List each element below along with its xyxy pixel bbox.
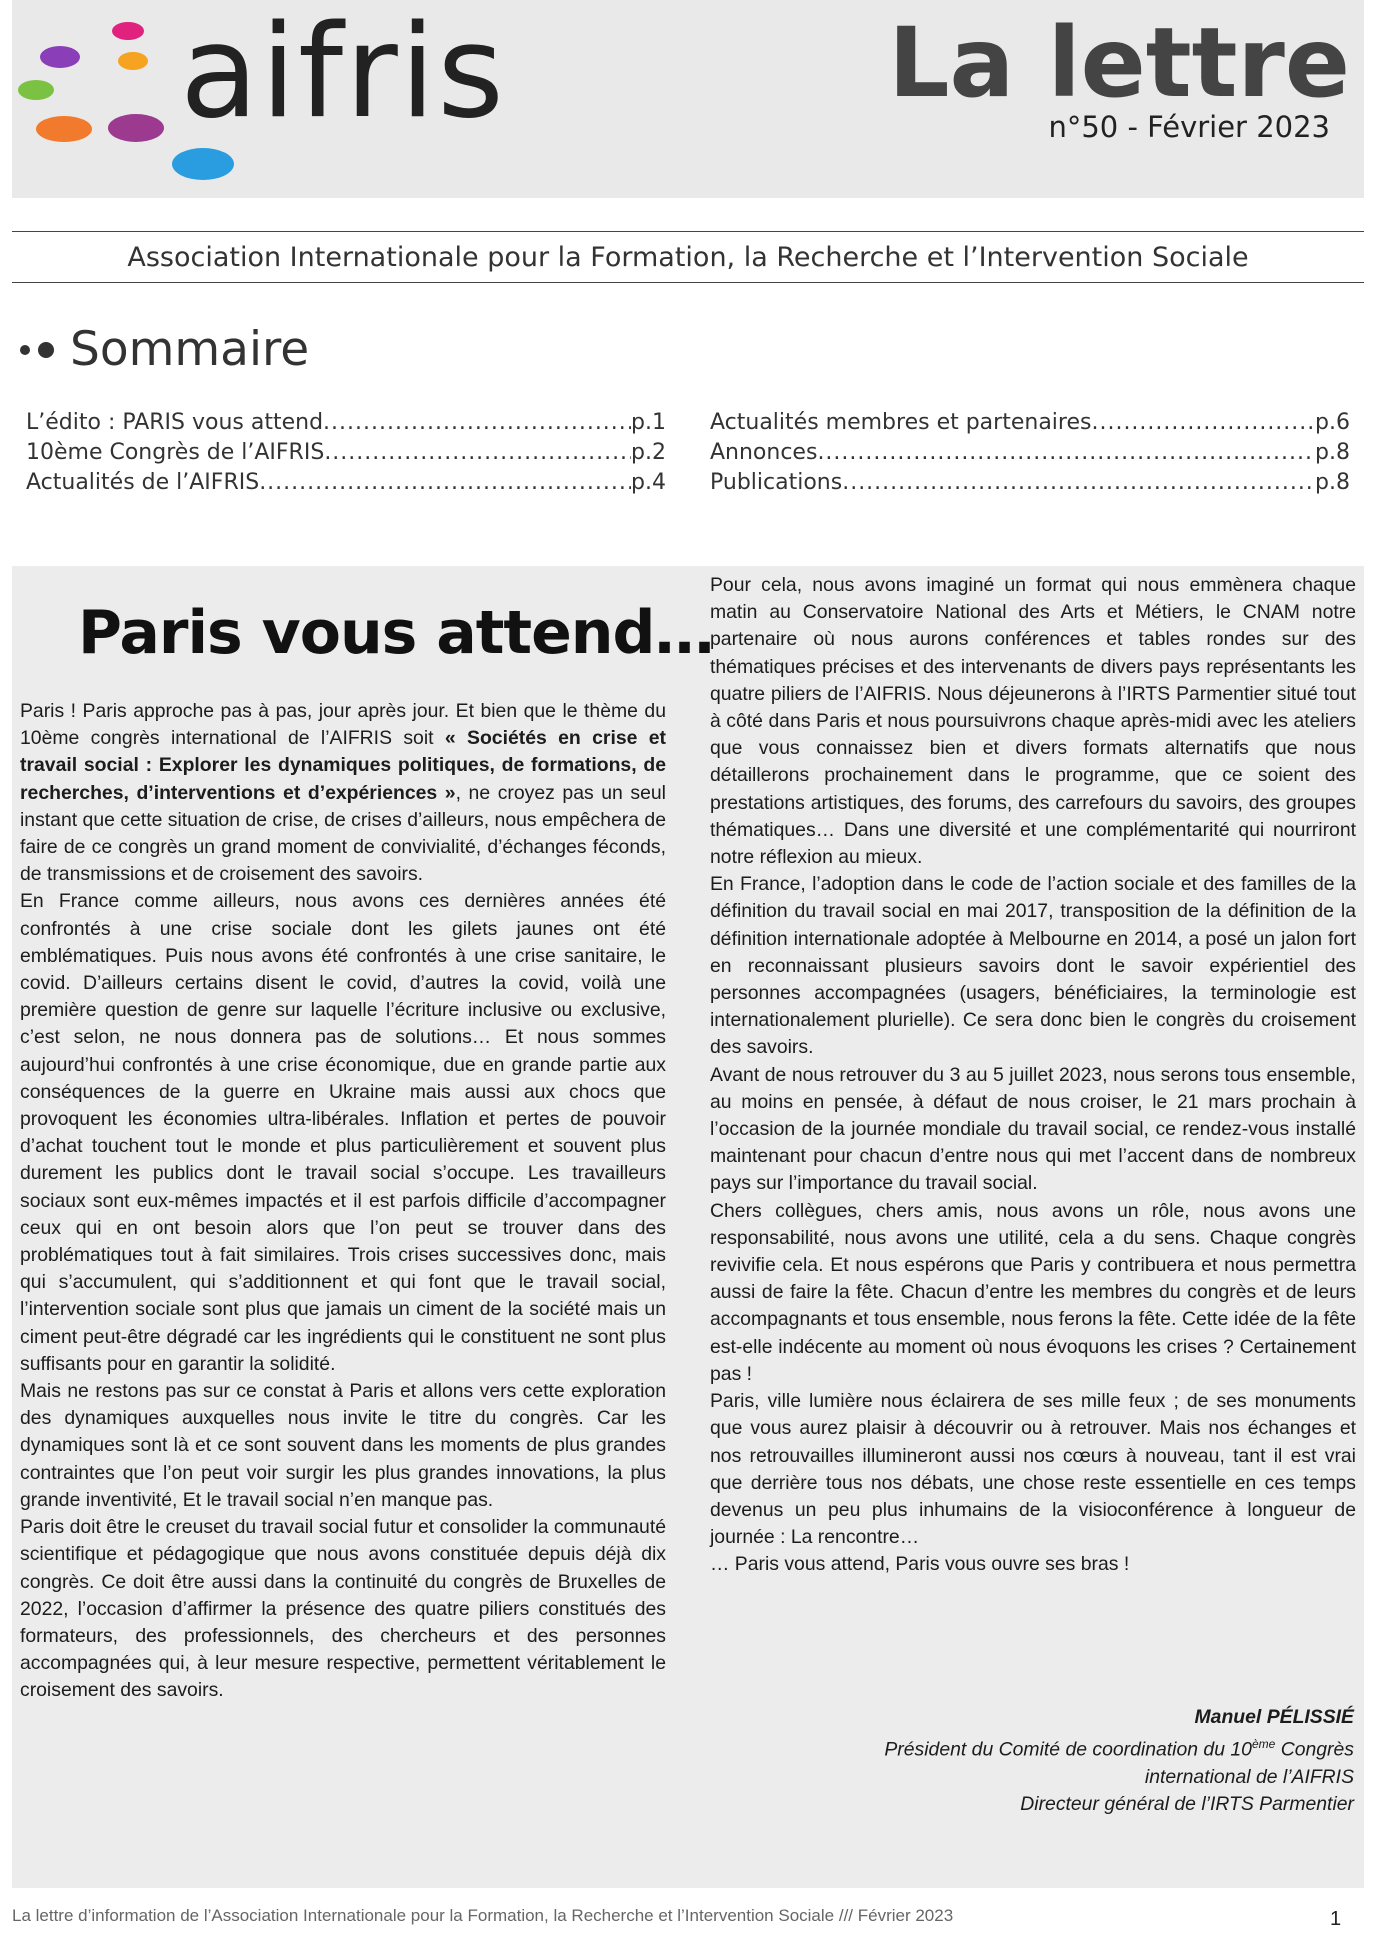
masthead: [12, 0, 1364, 198]
signature-role: international de l’AIFRIS: [1144, 1765, 1354, 1788]
toc-entry[interactable]: Actualités membres et partenaires ..... p.6: [710, 407, 1350, 437]
logo-dot-violet: [108, 114, 164, 142]
editorial-column-right: [710, 572, 1356, 1579]
signature-name: Manuel PÉLISSIÉ: [1194, 1706, 1354, 1728]
page-number: 1: [1330, 1908, 1342, 1930]
bullet-small-icon: [20, 345, 30, 355]
editorial-column-left: [20, 698, 666, 1705]
logo-dot-yellow: [118, 52, 148, 70]
paragraph: Mais ne restons pas sur ce constat à Paris et allons vers cette exploration des dynamiques auxquelles nous invite le titre du congrès. Car les dynamiques sont là et ce sont souvent dans les moments de plus grandes contraintes que l’on peut voir surgir les plus grandes innovations, la plus grande inventivité, Et le travail social n’en manque pas.: [20, 1380, 666, 1511]
paragraph: Avant de nous retrouver du 3 au 5 juillet 2023, nous serons tous ensemble, au moins en pensée, à défaut de nous croiser, le 21 mars prochain à l’occasion de la journée mondiale du travail social, ce rendez-vous installé maintenant pour chacun d’entre nous qui met l’accent dans de nombreux pays sur l’importance du travail social.: [710, 1063, 1356, 1195]
newsletter-title: La lettre: [888, 7, 1350, 119]
logo-dot-green: [18, 80, 54, 100]
aifris-logo: aifris: [180, 0, 506, 147]
paragraph: Paris doit être le creuset du travail social futur et consolider la communauté scientifique et pédagogique que nous avons constituée depuis déjà dix congrès. Ce doit être aussi dans la continuité du congrès de Bruxelles de 2022, l’occasion d’affirmer la présence des quatre piliers constitués des formateurs, des professionnels, des chercheurs et des personnes accompagnées qui, à leur mesure respective, permettent véritablement le croisement des savoirs.: [20, 1516, 666, 1702]
issue-number: n°50 - Février 2023: [1048, 110, 1330, 144]
sommaire-title: Sommaire: [70, 322, 310, 377]
paragraph: En France, l’adoption dans le code de l’action sociale et des familles de la définition du travail social en mai 2017, transposition de la définition de la définition internationale adoptée à Melbourne en 2014, a posé un jalon fort en reconnaissant plusieurs savoirs dont le savoir expérientiel des personnes accompagnées (usagers, bénéficiaires, la terminologie est internationalement plurielle). Ce sera donc bien le congrès du croisement des savoirs.: [710, 873, 1356, 1059]
paragraph: En France comme ailleurs, nous avons ces dernières années été confrontés à une crise sociale dont les gilets jaunes ont été emblématiques. Puis nous avons été confrontés à une crise sanitaire, le covid. D’ailleurs certains disent le covid, d’autres la covid, voilà une première question de genre sur laquelle l’écriture inclusive ou exclusive, c’est selon, ne nous donnera pas de solutions… Et nous sommes aujourd’hui confrontés à une crise économique, due en grande partie aux conséquences de la guerre en Ukraine mais aussi aux chocs que provoquent les économies ultra-libérales. Inflation et pertes de pouvoir d’achat touchent tout le monde et plus particulièrement et souvent plus durement les publics dont le travail social s’occupe. Les travailleurs sociaux sont eux-mêmes impactés et il est parfois difficile d’accompagner ceux qui en ont besoin alors que l’on peut se trouver dans des problématiques tout à fait similaires. Trois crises successives donc, mais qui s’accumulent, qui s’additionnent et qui font que le travail social, l’intervention sociale sont plus que jamais un ciment de la société mais un ciment peut-être dégradé car les ingrédients qui le constituent ne sont plus suffisants pour en garantir la solidité.: [20, 890, 666, 1375]
logo-dot-blue: [172, 148, 234, 180]
toc-entry[interactable]: L’édito : PARIS vous attend ..... p.1: [26, 407, 666, 437]
association-banner: Association Internationale pour la Formation, la Recherche et l’Intervention Sociale: [12, 231, 1364, 283]
toc-entry[interactable]: Actualités de l’AIFRIS ..... p.4: [26, 467, 666, 497]
signature: [884, 1704, 1354, 1818]
logo-dot-orange: [36, 116, 92, 142]
toc-entry[interactable]: 10ème Congrès de l’AIFRIS ..... p.2: [26, 437, 666, 467]
toc-left: [26, 407, 666, 497]
logo-dot-magenta: [112, 22, 144, 40]
signature-role: Directeur général de l’IRTS Parmentier: [1020, 1793, 1354, 1816]
toc-entry[interactable]: Publications ..... p.8: [710, 467, 1350, 497]
signature-role: Président du Comité de coordination du 10ème Congrès: [884, 1737, 1354, 1761]
sommaire-heading: [20, 322, 309, 377]
paragraph: … Paris vous attend, Paris vous ouvre ses bras !: [710, 1553, 1130, 1576]
paragraph: Paris, ville lumière nous éclairera de ses mille feux ; de ses monuments que vous aurez plaisir à découvrir ou à retrouver. Mais nos échanges et nos retrouvailles illumineront aussi nos cœurs à nouveau, tant il est vrai que derrière tous nos débats, une chose reste essentielle en ces temps devenus un peu plus inhumains de la visioconférence à longueur de journée : La rencontre…: [710, 1390, 1356, 1549]
logo-dot-purple: [40, 46, 80, 68]
footer-text: La lettre d’information de l’Association Internationale pour la Formation, la Recherche et l’Intervention Sociale /// Février 2023: [12, 1906, 954, 1925]
toc-right: [710, 407, 1350, 497]
paragraph: Paris ! Paris approche pas à pas, jour après jour. Et bien que le thème du 10ème congrès international de l’AIFRIS soit « Sociétés en crise et travail social : Explorer les dynamiques politiques, de formations, de recherches, d’interventions et d’expériences », ne croyez pas un seul instant que cette situation de crise, de crises d’ailleurs, nous empêchera de faire de ce congrès un grand moment de convivialité, d’échanges féconds, de transmissions et de croisement des savoirs.: [20, 700, 666, 886]
paragraph: Pour cela, nous avons imaginé un format qui nous emmènera chaque matin au Conservatoire National des Arts et Métiers, le CNAM notre partenaire où nous aurons conférences et tables rondes sur des thématiques précises et des intervenants de divers pays représentants les quatre piliers de l’AIFRIS. Nous déjeunerons à l’IRTS Parmentier situé tout à côté dans Paris et nous poursuivrons chaque après-midi avec les ateliers que vous connaissez bien et divers formats alternatifs que nous détaillerons prochainement dans le programme, que ce soient des prestations artistiques, des forums, des carrefours du savoirs, des groupes thématiques… Dans une diversité et une complémentarité qui nourriront notre réflexion au mieux.: [710, 574, 1356, 869]
paragraph: Chers collègues, chers amis, nous avons un rôle, nous avons une responsabilité, nous avons une utilité, cela a du sens. Chaque congrès revivifie cela. Et nous espérons que Paris y contribuera et nous permettra aussi de faire la fête. Chacun d’entre les membres du congrès et de leurs accompagnants et tous ensemble, nous ferons la fête. Cette idée de la fête est-elle indécente au moment où nous évoquons les crises ? Certainement pas !: [710, 1199, 1356, 1385]
toc-entry[interactable]: Annonces ..... p.8: [710, 437, 1350, 467]
bullet-large-icon: [38, 342, 54, 358]
editorial-heading: Paris vous attend…: [78, 598, 714, 668]
